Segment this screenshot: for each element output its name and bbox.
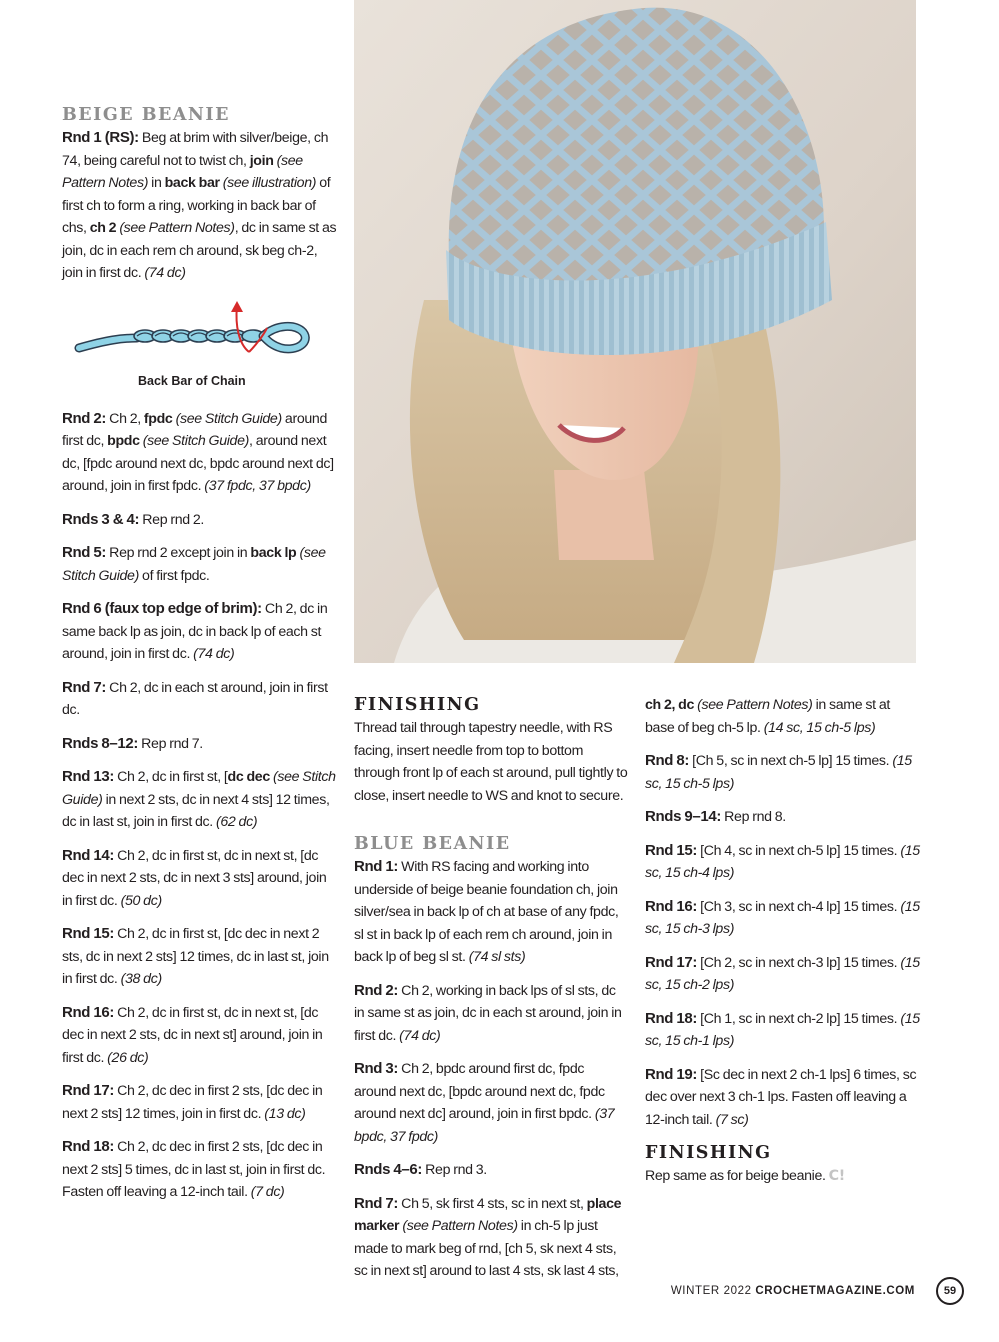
blue-rnd-7-part-2: ch 2, dc (see Pattern Notes) in same st at base of beg ch-5 lp. (14 sc, 15 ch-5 lps) [645,697,890,736]
illustration-caption: Back Bar of Chain [138,373,246,388]
beige-rnd-17: Rnd 17: Ch 2, dc dec in first 2 sts, [dc dec in next 2 sts] 12 times, join in first dc. (13 dc) [62,1082,323,1122]
beige-rnd-1: Rnd 1 (RS): Beg at brim with silver/beige, ch 74, being careful not to twist ch, join (see Pattern Notes) in back bar (see illustration) of first ch to form a ring, working in back bar of chs, ch 2 (see Pattern Notes), dc in same st as join, dc in each rem ch around, sk beg ch-2, join in first dc. (74 dc) [62,129,337,281]
magazine-url: CROCHETMAGAZINE.COM [755,1285,915,1297]
finishing-text-2: Rep same as for beige beanie. C! [645,1168,845,1184]
blue-rnd-7-part-1: Rnd 7: Ch 5, sk first 4 sts, sc in next st, place marker (see Pattern Notes) in ch-5 lp just made to mark beg of rnd, [ch 5, sk next 4 sts, sc in next st] around to last 4 sts, sk last 4 sts, [354,1194,622,1279]
middle-column [354,694,629,1294]
left-column [62,104,337,1215]
beanie-photo [354,0,916,663]
blue-rnds-9-14: Rnds 9–14: Rep rnd 8. [645,808,786,825]
blue-rnd-1: Rnd 1: With RS facing and working into underside of beige beanie foundation ch, join silver/sea in back lp of ch at base of any fpdc, sl st in back lp of each rem ch around, join in back lp of beg sl st. (74 sl sts) [354,858,619,965]
beige-rnd-13: Rnd 13: Ch 2, dc in first st, [dc dec (see Stitch Guide) in next 2 sts, dc in next 4 sts] 12 times, dc in last st, join in first dc. (62 dc) [62,768,336,830]
blue-rnd-2: Rnd 2: Ch 2, working in back lps of sl sts, dc in same st as join, dc in each st around, join in first dc. (74 dc) [354,981,622,1044]
blue-beanie-heading: BLUE BEANIE [354,834,511,854]
beige-rnd-14: Rnd 14: Ch 2, dc in first st, dc in next st, [dc dec in next 2 sts, dc in next 3 sts] around, join in first dc. (50 dc) [62,846,327,909]
beige-rnd-16: Rnd 16: Ch 2, dc in first st, dc in next st, [dc dec in next 2 sts, dc in next st] around, join in first dc. (26 dc) [62,1003,323,1066]
beige-rnd-5: Rnd 5: Rep rnd 2 except join in back lp (see Stitch Guide) of first fpdc. [62,544,326,584]
issue-season: WINTER 2022 [670,1285,756,1297]
beige-rnd-2: Rnd 2: Ch 2, fpdc (see Stitch Guide) around first dc, bpdc (see Stitch Guide), around next dc, [fpdc around next dc, bpdc around next dc] around, join in first fpdc. (37 fpdc, 37 bpdc) [62,409,334,494]
beige-rnds-8-12: Rnds 8–12: Rep rnd 7. [62,734,203,752]
beige-rnd-15: Rnd 15: Ch 2, dc in first st, [dc dec in next 2 sts, dc in next 2 sts] 12 times, dc in last st, join in first dc. (38 dc) [62,925,329,987]
blue-rnd-8: Rnd 8: [Ch 5, sc in next ch-5 lp] 15 times. (15 sc, 15 ch-5 lps) [645,752,912,792]
crochet-logo-icon: C! [828,1168,845,1184]
page-footer [671,1285,915,1297]
blue-rnds-4-6: Rnds 4–6: Rep rnd 3. [354,1161,487,1178]
finishing-heading-2: FINISHING [645,1143,772,1163]
beige-rnd-7: Rnd 7: Ch 2, dc in each st around, join in first dc. [62,678,328,718]
blue-rnd-19: Rnd 19: [Sc dec in next 2 ch-1 lps] 6 times, sc dec over next 3 ch-1 lps. Fasten off leaving a 12-inch tail. (7 sc) [645,1065,917,1128]
finishing-text-1: Thread tail through tapestry needle, with RS facing, insert needle from top to bottom through front lp of each st around, pull tightly to close, insert needle to WS and knot to secure. [354,720,628,804]
beige-rnds-3-4: Rnds 3 & 4: Rep rnd 2. [62,510,205,528]
blue-rnd-15: Rnd 15: [Ch 4, sc in next ch-5 lp] 15 times. (15 sc, 15 ch-4 lps) [645,841,920,881]
blue-rnd-18: Rnd 18: [Ch 1, sc in next ch-2 lp] 15 times. (15 sc, 15 ch-1 lps) [645,1009,920,1049]
beige-rnd-18: Rnd 18: Ch 2, dc dec in first 2 sts, [dc dec in next 2 sts] 5 times, dc in last st, join in first dc. Fasten off leaving a 12-inch tail. (7 dc) [62,1138,326,1200]
page-number: 59 [936,1277,964,1305]
blue-rnd-16: Rnd 16: [Ch 3, sc in next ch-4 lp] 15 times. (15 sc, 15 ch-3 lps) [645,897,920,937]
model-wearing-beanie-illustration [354,0,916,663]
right-column [645,694,920,1199]
finishing-heading-1: FINISHING [354,695,481,715]
blue-rnd-17: Rnd 17: [Ch 2, sc in next ch-3 lp] 15 times. (15 sc, 15 ch-2 lps) [645,953,920,993]
blue-rnd-3: Rnd 3: Ch 2, bpdc around first dc, fpdc around next dc, [bpdc around next dc, fpdc around next dc] around, join in first bpdc. (37 bpdc, 37 fpdc) [354,1060,615,1145]
back-bar-illustration [62,296,337,396]
chain-stitch-illustration [67,296,327,371]
beige-beanie-heading: BEIGE BEANIE [62,105,230,125]
beige-rnd-6: Rnd 6 (faux top edge of brim): Ch 2, dc in same back lp as join, dc in back lp of each st around, join in first dc. (74 dc) [62,600,328,662]
